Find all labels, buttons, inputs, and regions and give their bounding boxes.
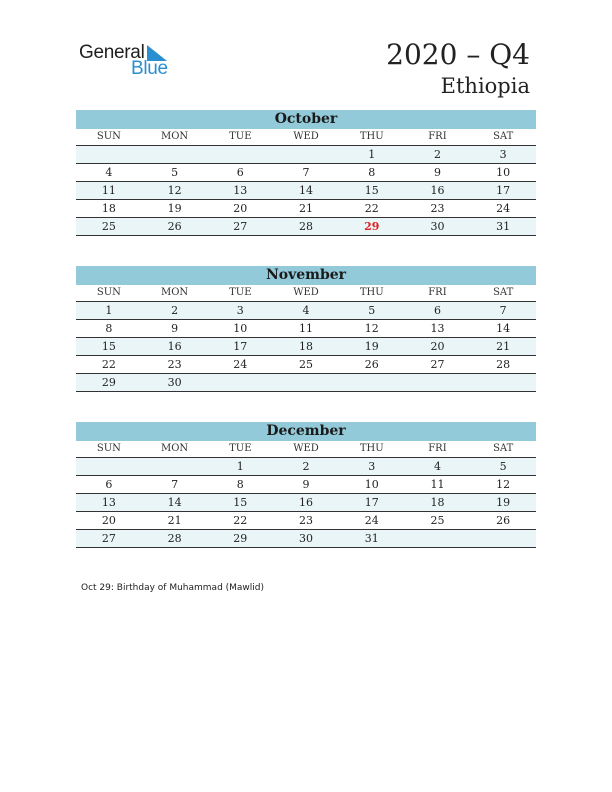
day-cell: 12 (167, 184, 182, 197)
weekday-label: SAT (493, 131, 514, 142)
day-cell: 13 (101, 496, 116, 509)
day-cell: 16 (167, 340, 182, 353)
week-row (76, 218, 536, 236)
day-cell: 8 (105, 322, 113, 335)
weekday-header-row (76, 441, 536, 458)
day-cell (339, 374, 405, 391)
week-row (76, 200, 536, 218)
day-cell: 28 (167, 532, 182, 545)
day-cell: 9 (171, 322, 179, 335)
day-cell: 7 (171, 478, 179, 491)
day-cell: 8 (368, 166, 376, 179)
week-row (76, 338, 536, 356)
day-cell (405, 530, 471, 547)
day-cell: 8 (236, 478, 244, 491)
day-cell: 1 (105, 304, 113, 317)
day-cell: 29 (233, 532, 248, 545)
weekday-label: FRI (428, 443, 447, 454)
day-cell: 21 (496, 340, 511, 353)
day-cell: 19 (496, 496, 511, 509)
day-cell: 6 (433, 304, 441, 317)
day-cell: 15 (364, 184, 379, 197)
day-cell: 20 (430, 340, 445, 353)
weekday-label: MON (160, 287, 189, 298)
week-row (76, 494, 536, 512)
day-cell: 9 (433, 166, 441, 179)
day-cell: 2 (171, 304, 179, 317)
week-row (76, 320, 536, 338)
day-cell: 24 (364, 514, 379, 527)
week-row (76, 374, 536, 392)
day-cell: 3 (236, 304, 244, 317)
weekday-header-row (76, 285, 536, 302)
day-cell: 22 (101, 358, 116, 371)
day-cell: 23 (299, 514, 314, 527)
day-cell: 6 (105, 478, 113, 491)
day-cell: 17 (496, 184, 511, 197)
weekday-label: MON (160, 131, 189, 142)
day-cell: 14 (299, 184, 314, 197)
day-cell (142, 146, 208, 163)
weekday-label: MON (160, 443, 189, 454)
day-cell: 29 (364, 220, 380, 233)
weekday-label: SUN (96, 131, 121, 142)
day-cell: 5 (368, 304, 376, 317)
day-cell: 11 (101, 184, 116, 197)
weekday-label: SUN (96, 443, 121, 454)
week-row (76, 356, 536, 374)
day-cell: 29 (101, 376, 116, 389)
week-row (76, 458, 536, 476)
month-november (76, 266, 536, 392)
day-cell (207, 146, 273, 163)
week-row (76, 530, 536, 548)
week-row (76, 512, 536, 530)
month-october (76, 110, 536, 236)
weekday-label: TUE (229, 131, 252, 142)
day-cell: 25 (430, 514, 445, 527)
day-cell: 7 (499, 304, 507, 317)
day-cell: 12 (496, 478, 511, 491)
day-cell (470, 530, 536, 547)
day-cell: 4 (302, 304, 310, 317)
weekday-label: WED (293, 443, 319, 454)
day-cell: 24 (233, 358, 248, 371)
month-header: November (76, 266, 536, 285)
day-cell: 14 (496, 322, 511, 335)
day-cell: 30 (299, 532, 314, 545)
day-cell: 7 (302, 166, 310, 179)
day-cell: 19 (364, 340, 379, 353)
day-cell: 10 (233, 322, 248, 335)
week-row (76, 182, 536, 200)
day-cell: 19 (167, 202, 182, 215)
day-cell: 13 (233, 184, 248, 197)
day-cell: 21 (299, 202, 314, 215)
weekday-label: WED (293, 287, 319, 298)
day-cell: 28 (299, 220, 314, 233)
weekday-header-row (76, 129, 536, 146)
weekday-label: SUN (96, 287, 121, 298)
day-cell: 20 (233, 202, 248, 215)
weekday-label: THU (359, 131, 384, 142)
day-cell (273, 146, 339, 163)
week-row (76, 302, 536, 320)
weekday-label: TUE (229, 443, 252, 454)
weekday-label: SAT (493, 443, 514, 454)
day-cell: 2 (302, 460, 310, 473)
day-cell: 11 (299, 322, 314, 335)
day-cell: 22 (233, 514, 248, 527)
day-cell: 17 (233, 340, 248, 353)
day-cell: 15 (101, 340, 116, 353)
day-cell (142, 458, 208, 475)
week-row (76, 164, 536, 182)
day-cell: 6 (236, 166, 244, 179)
day-cell: 16 (299, 496, 314, 509)
month-header: October (76, 110, 536, 129)
day-cell: 25 (299, 358, 314, 371)
holiday-note: Oct 29: Birthday of Muhammad (Mawlid) (81, 583, 265, 593)
day-cell: 22 (364, 202, 379, 215)
day-cell: 25 (101, 220, 116, 233)
day-cell: 14 (167, 496, 182, 509)
day-cell: 26 (364, 358, 379, 371)
day-cell: 11 (430, 478, 445, 491)
day-cell: 31 (364, 532, 379, 545)
day-cell (207, 374, 273, 391)
day-cell: 1 (236, 460, 244, 473)
logo-word-general: General (79, 42, 145, 63)
day-cell (405, 374, 471, 391)
page-title: 2020 – Q4 (386, 38, 530, 71)
day-cell: 27 (233, 220, 248, 233)
month-header: December (76, 422, 536, 441)
weekday-label: WED (293, 131, 319, 142)
day-cell (470, 374, 536, 391)
day-cell: 18 (101, 202, 116, 215)
day-cell: 30 (167, 376, 182, 389)
day-cell: 18 (299, 340, 314, 353)
day-cell: 21 (167, 514, 182, 527)
day-cell (76, 458, 142, 475)
day-cell: 23 (167, 358, 182, 371)
day-cell: 9 (302, 478, 310, 491)
day-cell: 16 (430, 184, 445, 197)
logo-word-blue: Blue (131, 58, 168, 79)
day-cell: 26 (167, 220, 182, 233)
weekday-label: THU (359, 287, 384, 298)
day-cell: 20 (101, 514, 116, 527)
month-december (76, 422, 536, 548)
week-row (76, 476, 536, 494)
day-cell: 3 (368, 460, 376, 473)
day-cell: 30 (430, 220, 445, 233)
day-cell: 26 (496, 514, 511, 527)
weekday-label: FRI (428, 287, 447, 298)
day-cell: 18 (430, 496, 445, 509)
country-name: Ethiopia (440, 74, 530, 98)
day-cell: 4 (433, 460, 441, 473)
day-cell: 27 (430, 358, 445, 371)
day-cell: 5 (171, 166, 179, 179)
day-cell: 24 (496, 202, 511, 215)
weekday-label: SAT (493, 287, 514, 298)
day-cell (273, 374, 339, 391)
day-cell: 1 (368, 148, 376, 161)
weekday-label: THU (359, 443, 384, 454)
weekday-label: TUE (229, 287, 252, 298)
day-cell: 10 (496, 166, 511, 179)
day-cell: 31 (496, 220, 511, 233)
day-cell: 17 (364, 496, 379, 509)
day-cell: 5 (499, 460, 507, 473)
day-cell: 3 (499, 148, 507, 161)
day-cell: 27 (101, 532, 116, 545)
day-cell: 15 (233, 496, 248, 509)
day-cell: 23 (430, 202, 445, 215)
day-cell: 12 (364, 322, 379, 335)
day-cell: 13 (430, 322, 445, 335)
week-row (76, 146, 536, 164)
day-cell (76, 146, 142, 163)
day-cell: 10 (364, 478, 379, 491)
day-cell: 28 (496, 358, 511, 371)
day-cell: 2 (433, 148, 441, 161)
logo (79, 42, 179, 78)
day-cell: 4 (105, 166, 113, 179)
weekday-label: FRI (428, 131, 447, 142)
